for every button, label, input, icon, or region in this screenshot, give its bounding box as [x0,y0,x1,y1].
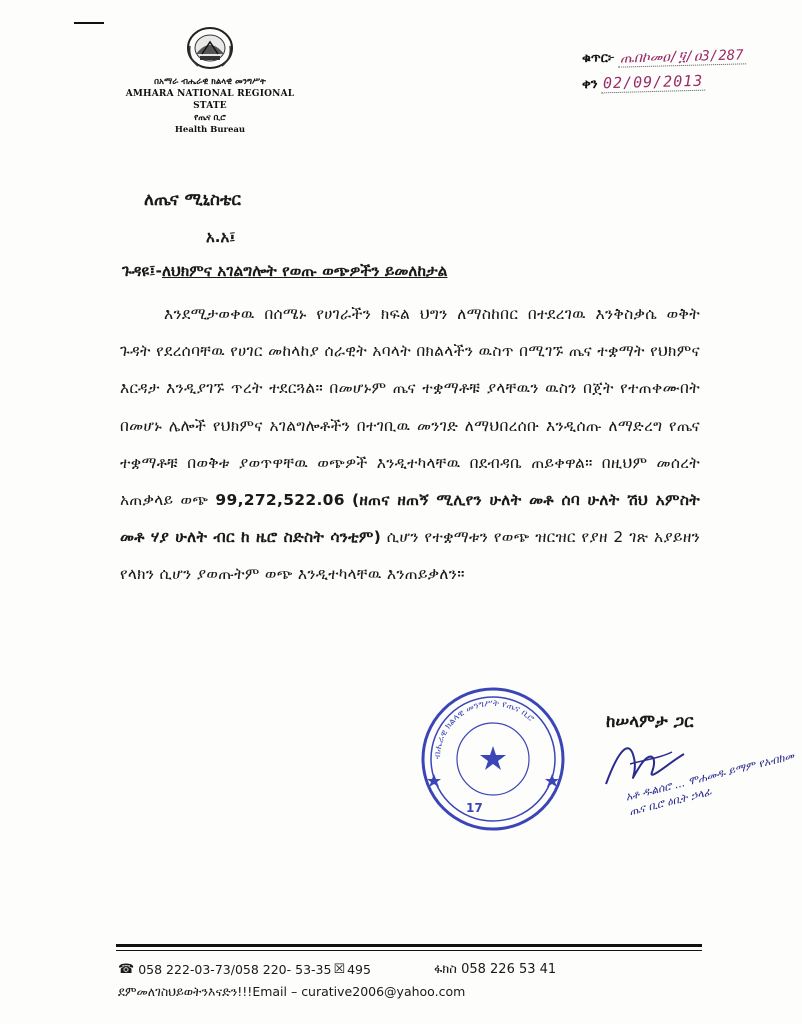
amhara-emblem-icon [186,24,234,70]
letterhead [110,24,310,136]
svg-text:ብሔራዊ ክልላዊ መንግሥት የጤና ቢሮ: ብሔራዊ ክልላዊ መንግሥት የጤና ቢሮ [432,698,536,760]
body-amount: 99,272,522.06 [215,491,345,510]
body-amount-words: (ዘጠና ዘጠኝ ሚሊየን ሁለት መቶ ሰባ ሁለት ሽህ አምስት መቶ ሃያ ሁለት ብር ከ ዜሮ ስድስት ሳንቲም) [120,491,700,547]
footer-email: Email – curative2006@yahoo.com [252,984,466,999]
mailbox-icon: ☒ [333,962,346,977]
reference-date-value: 02/09/2013 [600,72,705,94]
footer-phone: 058 222-03-73/058 220- 53-35 [138,962,332,977]
letterhead-region-amharic: በአማራ ብሔራዊ ክልላዊ መንግሥት [154,77,266,87]
official-stamp [418,684,568,834]
signatory-closing: ከሠላምታ ጋር [606,712,694,732]
signature-note: አቶ ዱልሰሮ ... ሞሐመዱ ይማም የአብክመ ጤና ቢሮ ዕቢት ኃላፊ [624,749,796,819]
footer-slogan: ደምመለገስህይወትንእናድን!!! [118,984,253,999]
addressee: ለጤና ሚኒስቴር [144,190,241,210]
footer-fax-label: ፋክስ [434,962,457,977]
subject-text: ለህክምና አገልግሎት የወጡ ወጭዎችን ይመለከታል [161,262,448,280]
footer-pobox: 495 [347,962,371,977]
footer-slogan-row [118,984,465,1000]
attention-line: አ.አ፤ [206,228,236,246]
footer-fax-number: 058 226 53 41 [461,962,557,977]
reference-number-row [582,40,792,66]
letter-body [120,296,700,594]
letterhead-bureau-english: Health Bureau [174,125,246,135]
body-paragraph-part1: እንደሚታወቀዉ በሰሜኑ የሀገራችን ክፍል ህግን ለማስከበር በተደረገዉ እንቅስቃሴ ወቅት ጉዳት የደረሰባቸዉ የሀገር መከላከያ ሰራዊት አባላት በክልላችን ዉስጥ በሚገኙ ጤና ተቋማት የህክምና እርዳታ እንዲያገኙ ጥረት ተደርጓል። በመሆኑም ጤና ተቋማቶቹ ያላቸዉን ዉስን በጀት የተጠቀሙበት በመሆኑ ሌሎች የህክምና አገልግሎቶችን በተገቢዉ መንገድ ለማህበረሰቡ እንዲሰጡ ለማድረግ የጤና ተቋማቶቹ በወቅቱ ያወጥዋቸዉ ወጭዎች እንዲተካላቸዉ በደብዳቤ ጠይቀዋል። በዚህም መሰረት አጠቃላይ ወጭ [120,305,700,510]
letterhead-bureau-amharic: የጤና ቢሮ [194,113,226,123]
letterhead-region-english: AMHARA NATIONAL REGIONAL STATE [125,89,295,111]
footer-rule-thick [116,944,702,947]
stamp-number: 17 [466,801,483,815]
reference-number-label: ቁጥር፦ [582,51,615,66]
reference-date-label: ቀን [582,77,598,92]
top-rule [74,22,104,24]
body-paragraph-part2: ሲሆን የተቋማቱን የወጭ ዝርዝር የያዘ 2 ገጽ አያይዘን የላክን ሲሆን ያወጡትም ወጭ እንዲተካላቸዉ እንጠይቃለን። [120,528,701,584]
reference-number-value: ጤበኮመዐ/፶/ዐ3/287 [618,47,746,67]
subject-label: ጉዳዩ፤- [122,262,162,280]
reference-date-row [582,66,792,92]
footer-fax [434,962,556,977]
phone-icon: ☎ [118,962,135,977]
footer-rule-thin [116,950,702,951]
subject-line [122,262,447,281]
footer-contact-row [118,962,371,977]
reference-block [582,40,792,92]
